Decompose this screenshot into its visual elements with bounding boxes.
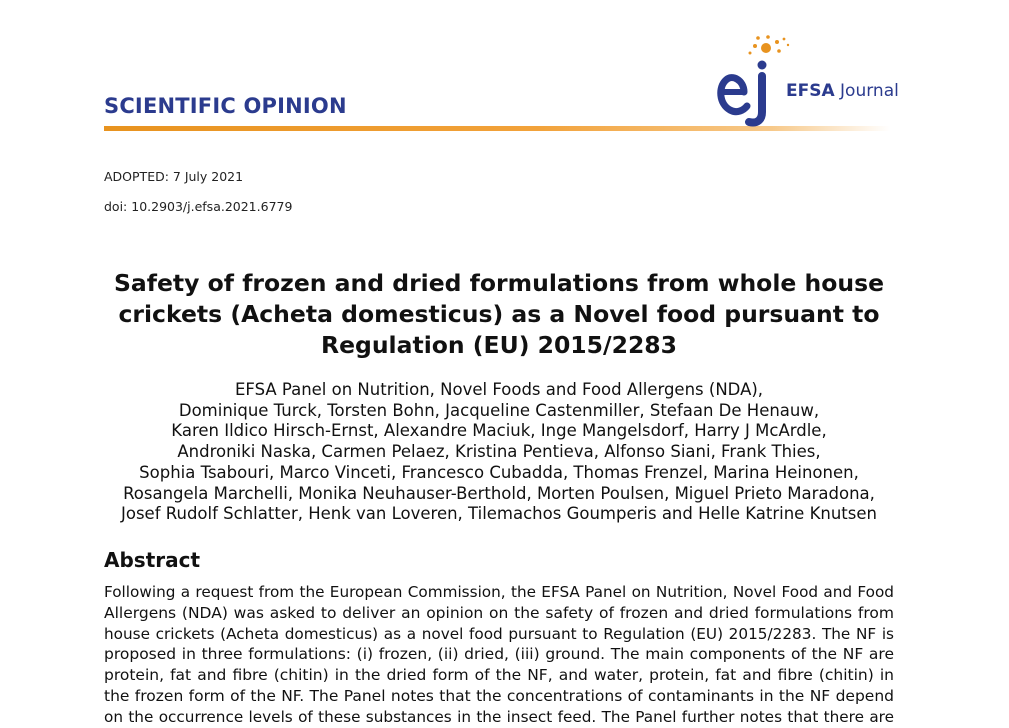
abstract-line: house crickets (Acheta domesticus) as a novel food pursuant to Regulation (EU) 2015/2283. The NF is	[104, 624, 894, 643]
section-label: SCIENTIFIC OPINION	[104, 94, 347, 118]
author-line: Josef Rudolf Schlatter, Henk van Loveren, Tilemachos Goumperis and Helle Katrine Knutsen	[121, 504, 877, 524]
abstract-body	[104, 582, 894, 728]
author-line: Androniki Naska, Carmen Pelaez, Kristina Pentieva, Alfonso Siani, Frank Thies,	[177, 442, 821, 462]
abstract-line: the frozen form of the NF. The Panel notes that the concentrations of contaminants in the NF depend	[104, 686, 894, 705]
abstract-line: Following a request from the European Commission, the EFSA Panel on Nutrition, Novel Food and Food	[104, 583, 894, 601]
abstract-line: on the occurrence levels of these substances in the insect feed. The Panel further notes that there are	[104, 707, 894, 726]
author-line: EFSA Panel on Nutrition, Novel Foods and Food Allergens (NDA),	[234, 380, 764, 399]
journal-name-rest: Journal	[834, 81, 899, 101]
title-line: Safety of frozen and dried formulations from whole house	[113, 269, 885, 297]
abstract-line: proposed in three formulations: (i) frozen, (ii) dried, (iii) ground. The main components of the NF are	[104, 645, 894, 664]
title-line: crickets (Acheta domesticus) as a Novel food pursuant to	[118, 300, 880, 328]
abstract-heading: Abstract	[104, 548, 201, 572]
adopted-date: ADOPTED: 7 July 2021	[104, 169, 244, 184]
author-line: Dominique Turck, Torsten Bohn, Jacqueline Castenmiller, Stefaan De Henauw,	[178, 400, 820, 420]
author-line: Rosangela Marchelli, Monika Neuhauser-Berthold, Morten Poulsen, Miguel Prieto Maradona,	[123, 483, 875, 503]
author-line: Karen Ildico Hirsch-Ernst, Alexandre Maciuk, Inge Mangelsdorf, Harry J McArdle,	[171, 421, 827, 441]
journal-name	[786, 81, 899, 101]
doi-link[interactable]: doi: 10.2903/j.efsa.2021.6779	[104, 199, 293, 214]
abstract-line: Allergens (NDA) was asked to deliver an opinion on the safety of frozen and dried formulations from	[104, 603, 894, 622]
author-list	[104, 380, 894, 525]
abstract-line: protein, fat and fibre (chitin) in the dried form of the NF, and water, protein, fat and fibre (chitin) in	[104, 666, 894, 685]
title-line: Regulation (EU) 2015/2283	[320, 331, 678, 359]
author-line: Sophia Tsabouri, Marco Vinceti, Francesco Cubadda, Thomas Frenzel, Marina Heinonen,	[139, 462, 859, 482]
paper-title	[104, 268, 894, 361]
journal-name-bold: EFSA	[786, 81, 835, 101]
